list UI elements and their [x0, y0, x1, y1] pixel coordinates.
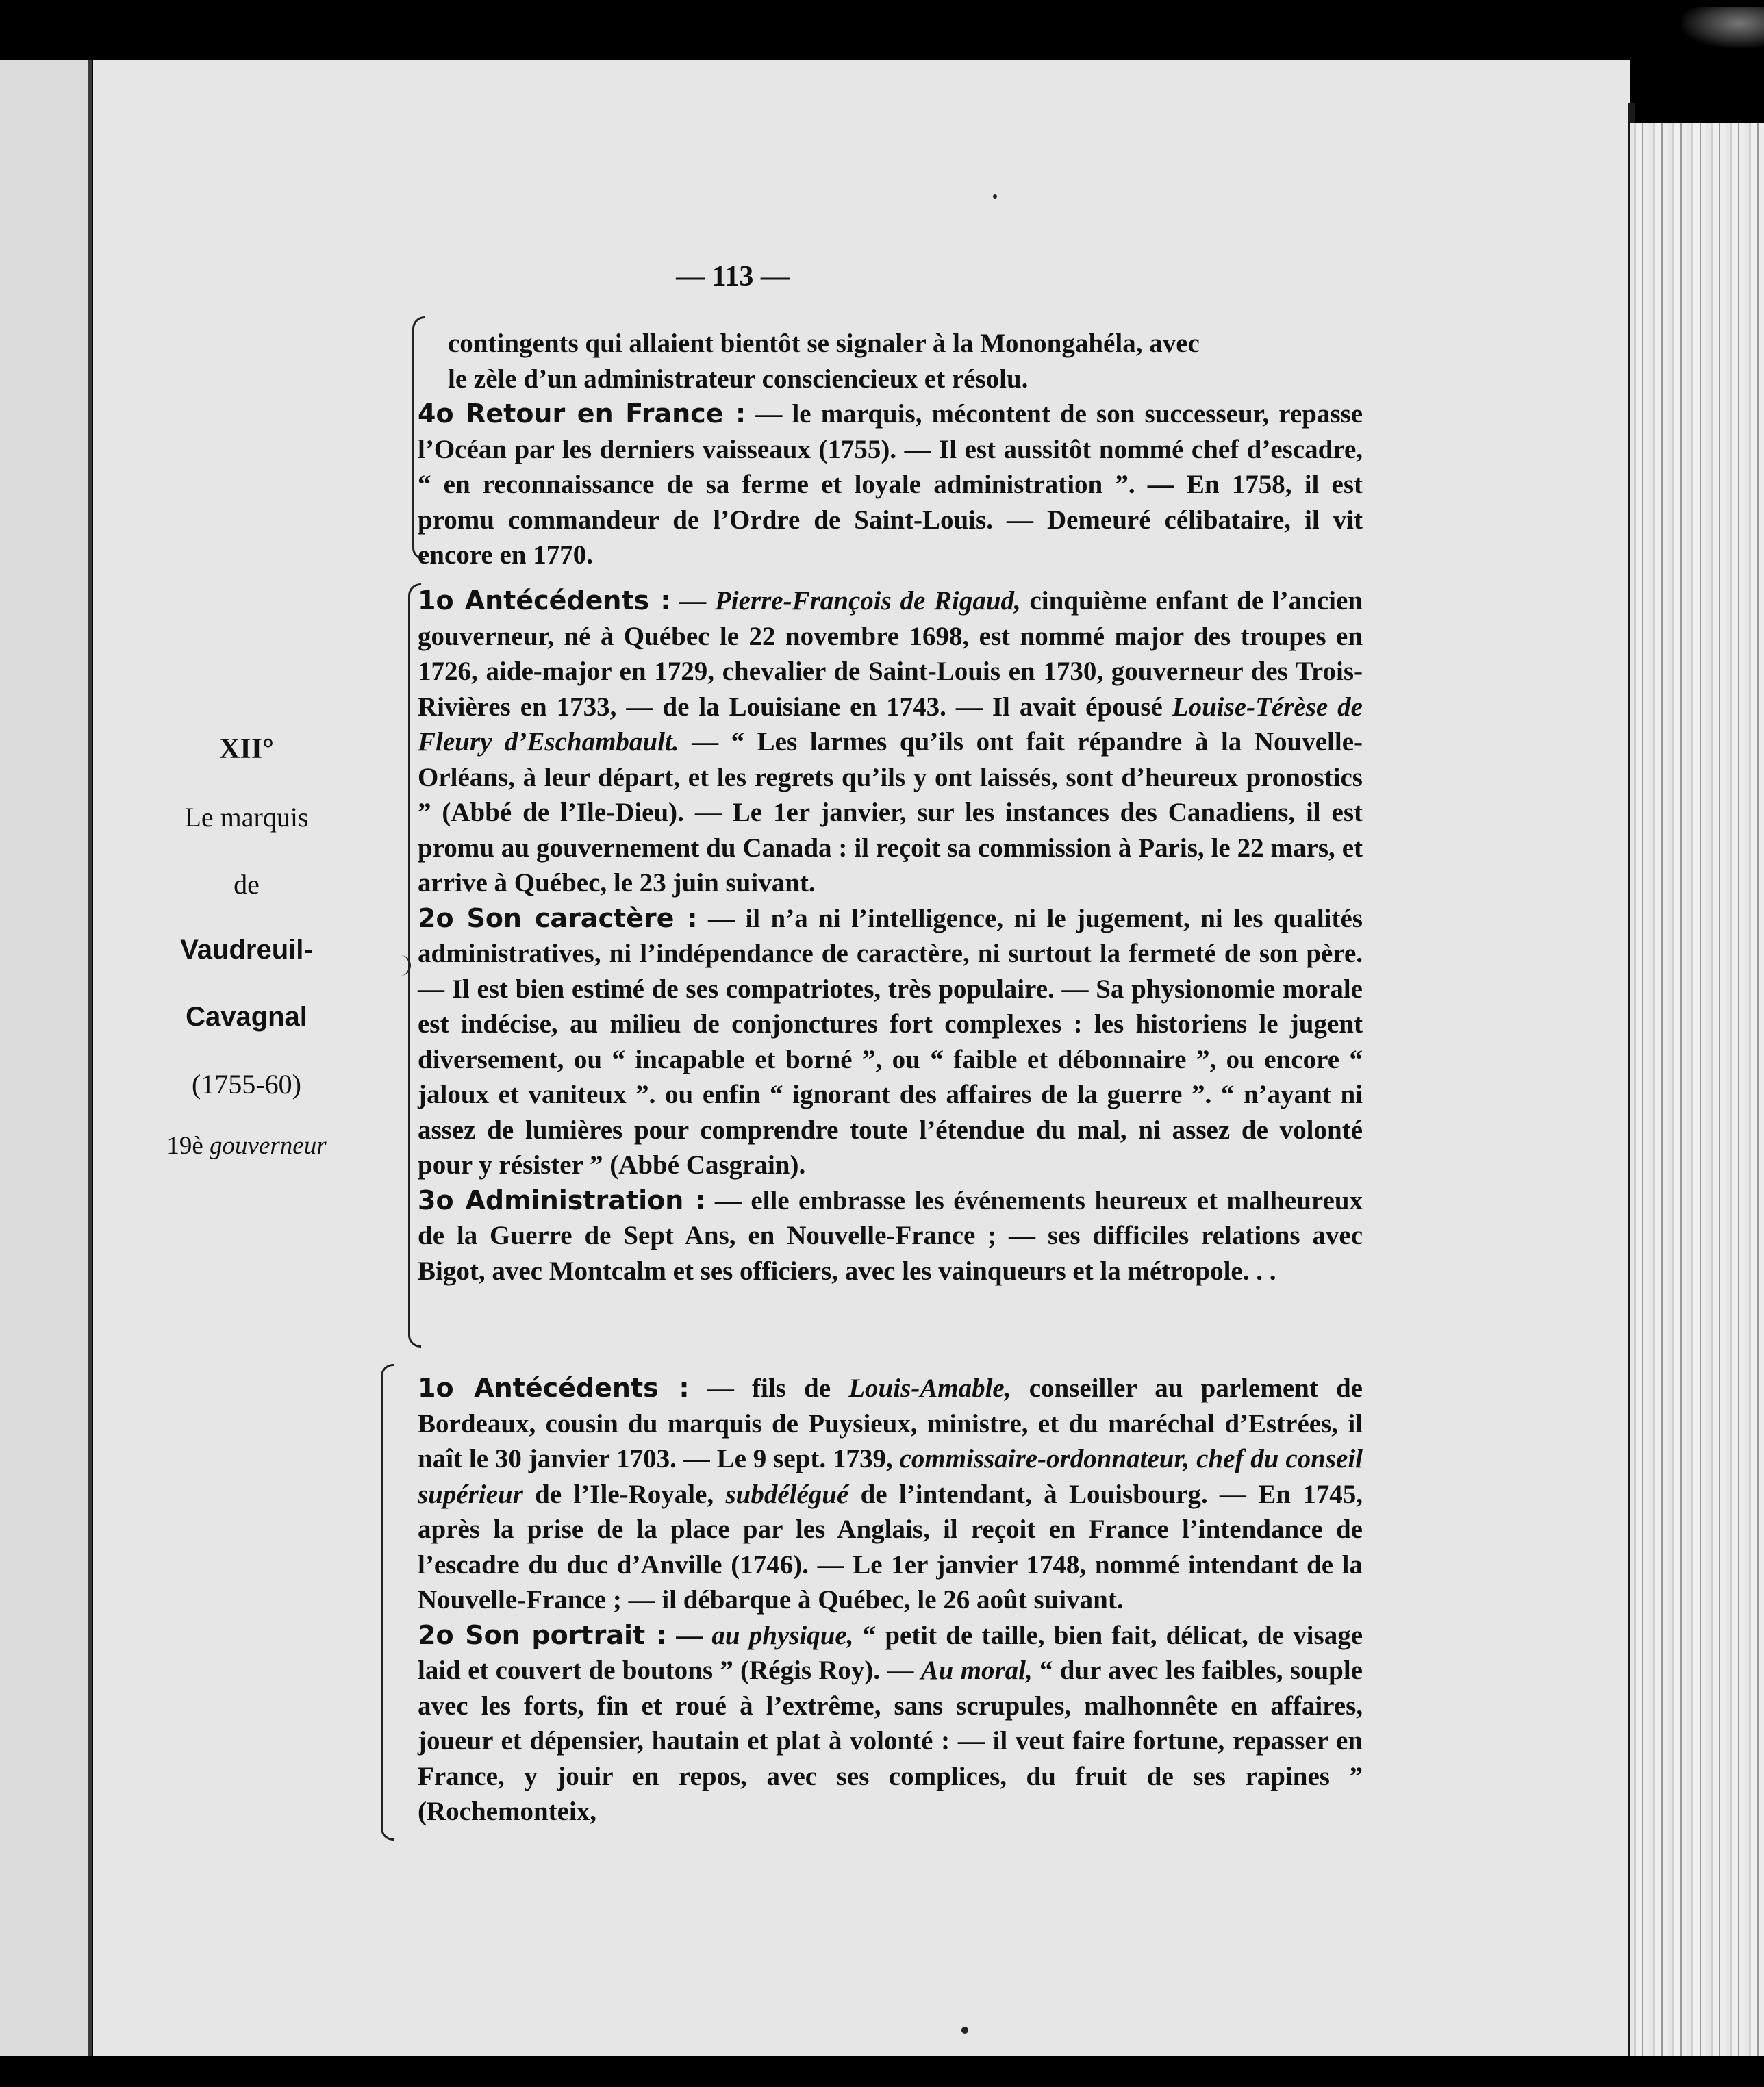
- paragraph: [418, 1371, 1363, 1618]
- scan-corner-artifact: [1682, 7, 1764, 48]
- scan-speck: [993, 194, 997, 199]
- paragraph-text: — le marquis, mécontent de son successeur, repasse l’Océan par les derniers vaisseaux (1755). — Il est aussitôt nommé chef d’escadre, “ en reconnaissance de sa ferme et loyale administration ”. — En 1758, il est promu commandeur de l’Ordre de Saint-Louis. — Demeuré célibataire, il vit encore en 1770.: [418, 399, 1363, 570]
- paragraph: [418, 326, 1363, 396]
- stacked-page-edges: [1630, 123, 1764, 2056]
- subheading: 2o Son caractère :: [418, 902, 698, 933]
- subheading: 3o Administration :: [418, 1185, 706, 1215]
- paragraph: [418, 1183, 1363, 1289]
- paragraph: [418, 1618, 1363, 1830]
- emphasis: au physique,: [711, 1620, 854, 1650]
- paragraph-text: “ dur avec les faibles, souple avec les forts, fin et roué à l’extrême, sans scrupules, malhonnête en affaires, joueur et dépensier, hautain et plat à volonté : — il veut faire fortune, repasser en France, y jouir en repos, avec ses complices, du fruit de ses rapines ” (Rochemonteix,: [418, 1656, 1363, 1826]
- subheading: 2o Son portrait :: [418, 1619, 668, 1650]
- subheading: 4o Retour en France :: [418, 399, 746, 429]
- governor-word: gouverneur: [210, 1132, 327, 1160]
- margin-title-line: Le marquis: [184, 802, 309, 833]
- section-bigot: [418, 1371, 1363, 1830]
- margin-title-line: Vaudreuil-: [180, 935, 313, 965]
- margin-years: (1755-60): [192, 1069, 301, 1100]
- section-brace: [381, 1376, 403, 1828]
- paragraph-text: — fils de: [707, 1374, 849, 1403]
- person-name: Pierre-François de Rigaud,: [714, 586, 1021, 616]
- margin-roman-numeral: XII°: [219, 733, 274, 765]
- section-vaudreuil: [418, 583, 1363, 1289]
- role-title: subdélégué: [725, 1479, 849, 1509]
- paragraph-text: — il n’a ni l’intelligence, ni le jugement, ni les qualités administratives, ni l’indépendance de caractère, ni surtout la fermeté de son père. — Il est bien estimé de ses compatriotes, très populaire. — Sa physionomie morale est indécise, au milieu de conjonctures fort complexes : les historiens le jugent diversement, ou “ incapable et borné ”, ou “ faible et débonnaire ”, ou encore “ jaloux et vaniteux ”. ou enfin “ ignorant des affaires de la guerre ”. “ n’ayant ni assez de lumières pour comprendre toute l’étendue du mal, ni assez de volonté pour y résister ” (Abbé Casgrain).: [418, 903, 1363, 1180]
- subheading: 1o Antécédents :: [418, 1373, 690, 1403]
- paragraph-text: de l’intendant, à Louisbourg. — En 1745, après la prise de la place par les Anglais, il reçoit en France l’intendance de l’escadre du duc d’Anville (1746). — Le 1er janvier 1748, nommé intendant de la Nouvelle-France ; — il débarque à Québec, le 26 août suivant.: [418, 1479, 1363, 1615]
- governor-number: 19è: [166, 1132, 203, 1160]
- margin-title-line: Cavagnal: [186, 1002, 307, 1032]
- paragraph-text: — “ Les larmes qu’ils ont fait répandre à la Nouvelle-Orléans, à leur départ, et les regrets qu’ils y ont laissés, sont d’heureux pronostics ” (Abbé de l’Ile-Dieu). — Le 1er janvier, sur les instances des Canadiens, il est promu au gouvernement du Canada : il reçoit sa commission à Paris, le 22 mars, et arrive à Québec, le 23 juin suivant.: [418, 727, 1363, 898]
- person-name: Louise-Térèse de Fleury d’Eschambault.: [418, 692, 1363, 757]
- section-previous-governor: [418, 326, 1363, 573]
- paragraph-text: “ petit de taille, bien fait, délicat, de visage laid et couvert de boutons ” (Régis Roy). —: [418, 1620, 1363, 1685]
- paragraph-text: cinquième enfant de l’ancien gouverneur, né à Québec le 22 novembre 1698, est nommé major des troupes en 1726, aide-major en 1729, chevalier de Saint-Louis en 1730, gouverneur des Trois-Rivières en 1733, — de la Louisiane en 1743. — Il avait épousé: [418, 586, 1363, 722]
- margin-governor: [137, 1131, 356, 1161]
- paragraph-text: — elle embrasse les événements heureux et malheureux de la Guerre de Sept Ans, en Nouvelle-France ; — ses difficiles relations avec Bigot, avec Montcalm et ses officiers, avec les vainqueurs et la métropole. . .: [418, 1185, 1363, 1286]
- text-line: contingents qui allaient bientôt se signaler à la Monongahéla, avec: [448, 329, 1200, 358]
- paragraph-text: conseiller au parlement de Bordeaux, cousin du marquis de Puysieux, ministre, et du maréchal d’Estrées, il naît le 30 janvier 1703. — Le 9 sept. 1739,: [418, 1374, 1363, 1473]
- person-name: Louis-Amable,: [848, 1374, 1011, 1403]
- paragraph-text: de l’Ile-Royale,: [522, 1479, 726, 1509]
- emphasis: Au moral,: [920, 1656, 1033, 1685]
- paragraph: [418, 901, 1363, 1183]
- margin-title-line: de: [234, 869, 260, 900]
- page-number: — 113 —: [676, 261, 790, 292]
- text-line: le zèle d’un administrateur consciencieux et résolu.: [448, 364, 1029, 394]
- paragraph: [418, 396, 1363, 573]
- subheading: 1o Antécédents :: [418, 585, 671, 616]
- paragraph: [418, 583, 1363, 901]
- role-title: commissaire-ordonnateur, chef du conseil supérieur: [418, 1444, 1363, 1509]
- scan-speck: [961, 2027, 968, 2034]
- adjacent-page-edge: [0, 60, 88, 2056]
- paragraph-text: —: [679, 586, 715, 616]
- paragraph-text: —: [676, 1620, 712, 1650]
